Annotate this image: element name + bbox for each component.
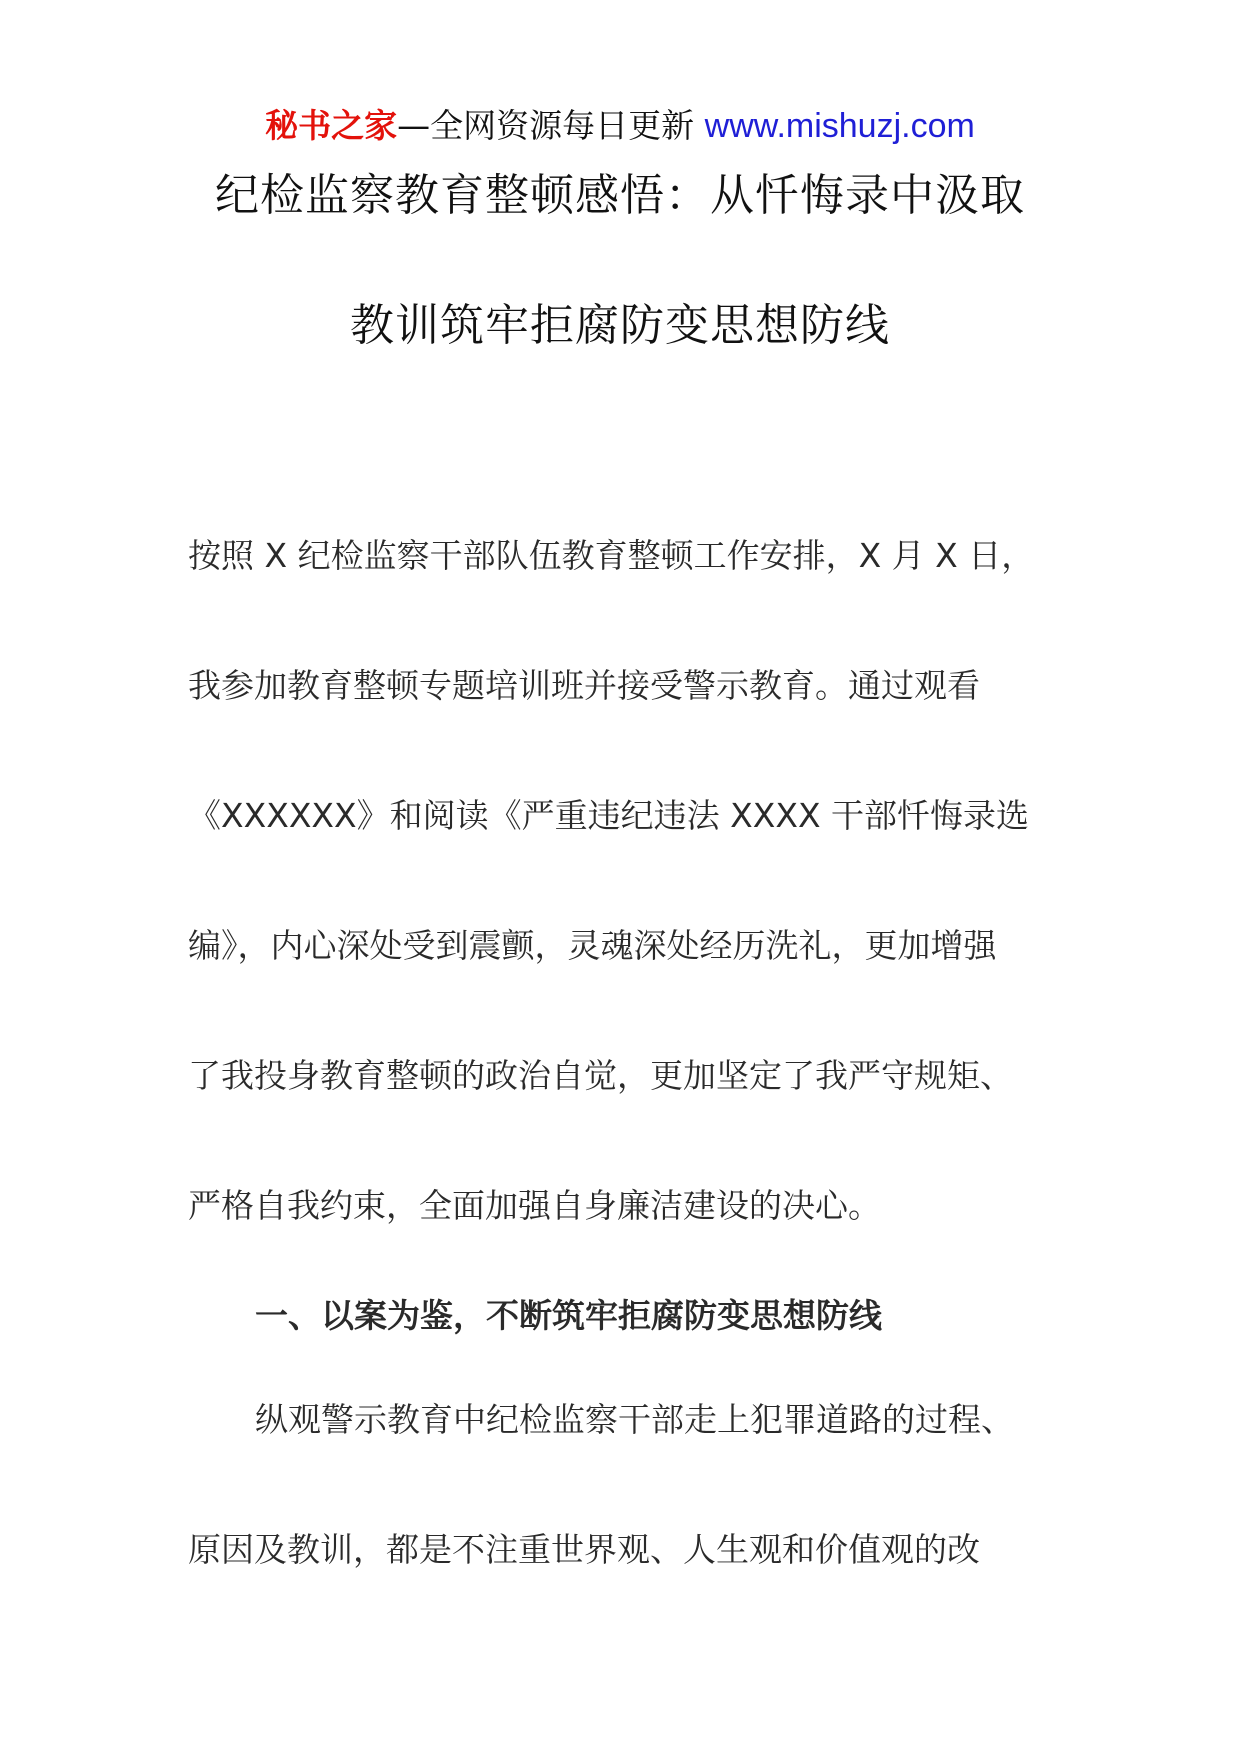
document-title-line-2: 教训筑牢拒腐防变思想防线 — [350, 300, 890, 351]
section-1-heading: 一、以案为鉴，不断筑牢拒腐防变思想防线 — [255, 1296, 882, 1335]
paragraph-2-line-1: 纵观警示教育中纪检监察干部走上犯罪道路的过程、 — [255, 1400, 1014, 1439]
paragraph-2-line-2: 原因及教训，都是不注重世界观、人生观和价值观的改 — [188, 1530, 980, 1569]
paragraph-1-line-4: 编》，内心深处受到震颤，灵魂深处经历洗礼，更加增强 — [188, 926, 997, 965]
banner-brand: 秘书之家 — [265, 106, 398, 145]
paragraph-1-line-3: 《XXXXXX》和阅读《严重违纪违法 XXXX 干部忏悔录选 — [188, 796, 1030, 835]
paragraph-1-line-6: 严格自我约束，全面加强自身廉洁建设的决心。 — [188, 1186, 881, 1225]
banner-url-link[interactable]: www.mishuzj.com — [704, 107, 975, 145]
document-title-line-1: 纪检监察教育整顿感悟：从忏悔录中汲取 — [215, 170, 1025, 221]
paragraph-1-line-1: 按照 X 纪检监察干部队伍教育整顿工作安排，X 月 X 日， — [188, 536, 1035, 575]
paragraph-1-line-2: 我参加教育整顿专题培训班并接受警示教育。通过观看 — [188, 666, 980, 705]
site-banner — [0, 104, 1240, 148]
paragraph-1-line-5: 了我投身教育整顿的政治自觉，更加坚定了我严守规矩、 — [188, 1056, 1013, 1095]
banner-slogan: —全网资源每日更新 — [397, 106, 705, 145]
